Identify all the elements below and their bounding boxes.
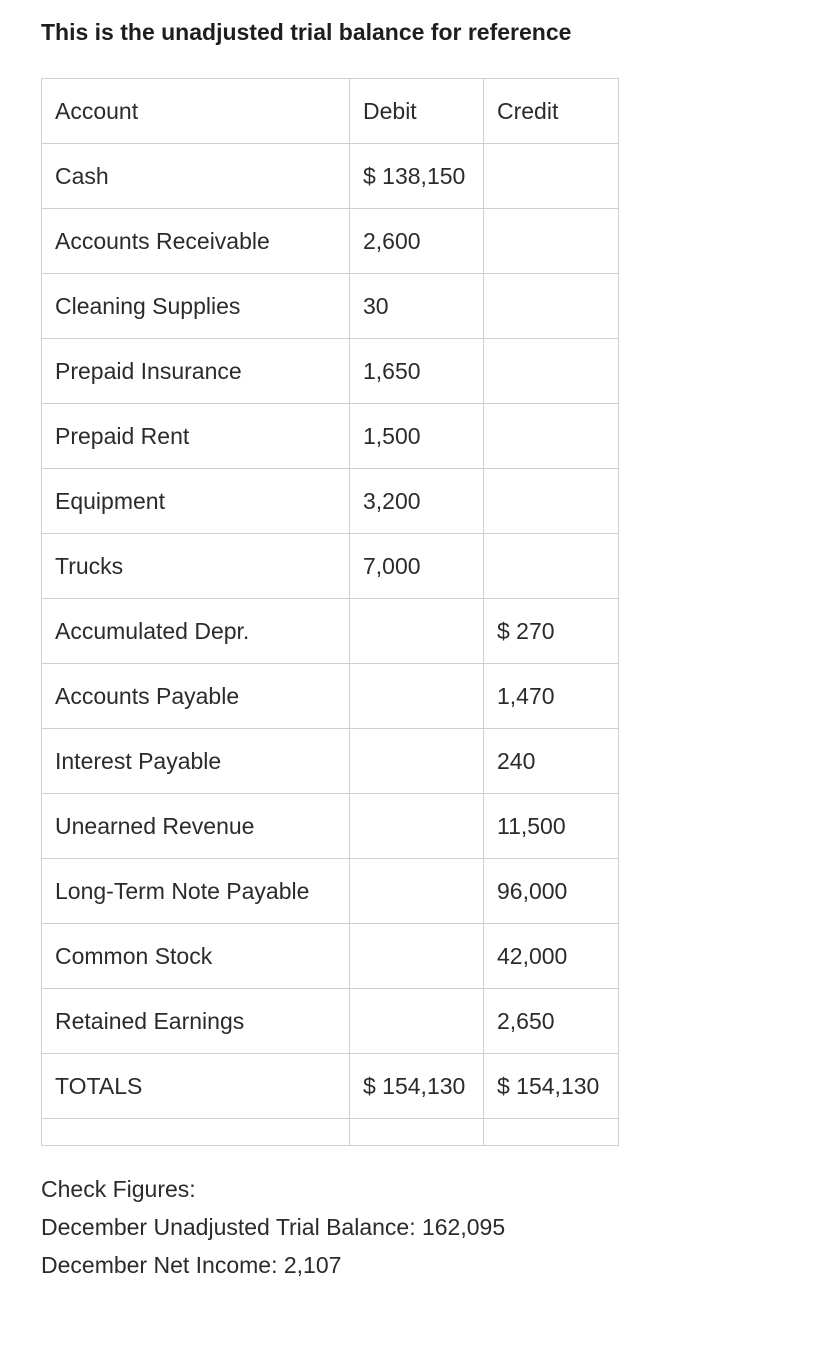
debit-cell: 2,600	[350, 209, 484, 274]
table-row	[42, 144, 619, 209]
header-credit: Credit	[484, 79, 619, 144]
debit-cell: 3,200	[350, 469, 484, 534]
empty-cell	[484, 1119, 619, 1146]
credit-cell: 42,000	[484, 924, 619, 989]
debit-cell: 7,000	[350, 534, 484, 599]
table-row	[42, 469, 619, 534]
table-row	[42, 404, 619, 469]
debit-cell: 30	[350, 274, 484, 339]
check-figures	[41, 1170, 505, 1284]
account-cell: Cleaning Supplies	[42, 274, 350, 339]
empty-cell	[42, 1119, 350, 1146]
table-row	[42, 859, 619, 924]
credit-cell	[484, 404, 619, 469]
debit-cell: $ 138,150	[350, 144, 484, 209]
debit-cell	[350, 729, 484, 794]
account-cell: Retained Earnings	[42, 989, 350, 1054]
table-row	[42, 664, 619, 729]
account-cell: Interest Payable	[42, 729, 350, 794]
credit-cell	[484, 144, 619, 209]
credit-cell: 2,650	[484, 989, 619, 1054]
account-cell: Long-Term Note Payable	[42, 859, 350, 924]
account-cell: Unearned Revenue	[42, 794, 350, 859]
debit-cell	[350, 859, 484, 924]
debit-cell	[350, 599, 484, 664]
account-cell: Accumulated Depr.	[42, 599, 350, 664]
account-cell: Prepaid Insurance	[42, 339, 350, 404]
account-cell: Prepaid Rent	[42, 404, 350, 469]
debit-cell	[350, 924, 484, 989]
debit-cell	[350, 989, 484, 1054]
credit-cell	[484, 274, 619, 339]
credit-cell	[484, 339, 619, 404]
credit-cell: 11,500	[484, 794, 619, 859]
debit-cell	[350, 664, 484, 729]
table-row	[42, 599, 619, 664]
account-cell: Accounts Receivable	[42, 209, 350, 274]
debit-cell: 1,650	[350, 339, 484, 404]
table-row	[42, 729, 619, 794]
net-income-check: December Net Income: 2,107	[41, 1252, 342, 1278]
header-debit: Debit	[350, 79, 484, 144]
table-row	[42, 924, 619, 989]
totals-label: TOTALS	[42, 1054, 350, 1119]
table-row	[42, 209, 619, 274]
unadjusted-trial-balance-check: December Unadjusted Trial Balance: 162,095	[41, 1214, 506, 1240]
credit-cell: 96,000	[484, 859, 619, 924]
account-cell: Trucks	[42, 534, 350, 599]
credit-cell	[484, 469, 619, 534]
table-row	[42, 534, 619, 599]
table-row	[42, 339, 619, 404]
account-cell: Cash	[42, 144, 350, 209]
credit-cell: 240	[484, 729, 619, 794]
page-heading: This is the unadjusted trial balance for reference	[41, 19, 572, 45]
header-account: Account	[42, 79, 350, 144]
debit-cell	[350, 794, 484, 859]
trial-balance-table	[41, 78, 619, 1146]
table-header-row	[42, 79, 619, 144]
totals-row	[42, 1054, 619, 1119]
empty-row	[42, 1119, 619, 1146]
totals-debit: $ 154,130	[350, 1054, 484, 1119]
credit-cell: $ 270	[484, 599, 619, 664]
account-cell: Accounts Payable	[42, 664, 350, 729]
totals-credit: $ 154,130	[484, 1054, 619, 1119]
table-row	[42, 274, 619, 339]
account-cell: Equipment	[42, 469, 350, 534]
credit-cell: 1,470	[484, 664, 619, 729]
debit-cell: 1,500	[350, 404, 484, 469]
credit-cell	[484, 534, 619, 599]
empty-cell	[350, 1119, 484, 1146]
table-row	[42, 794, 619, 859]
credit-cell	[484, 209, 619, 274]
check-figures-title: Check Figures:	[41, 1176, 196, 1202]
account-cell: Common Stock	[42, 924, 350, 989]
table-row	[42, 989, 619, 1054]
